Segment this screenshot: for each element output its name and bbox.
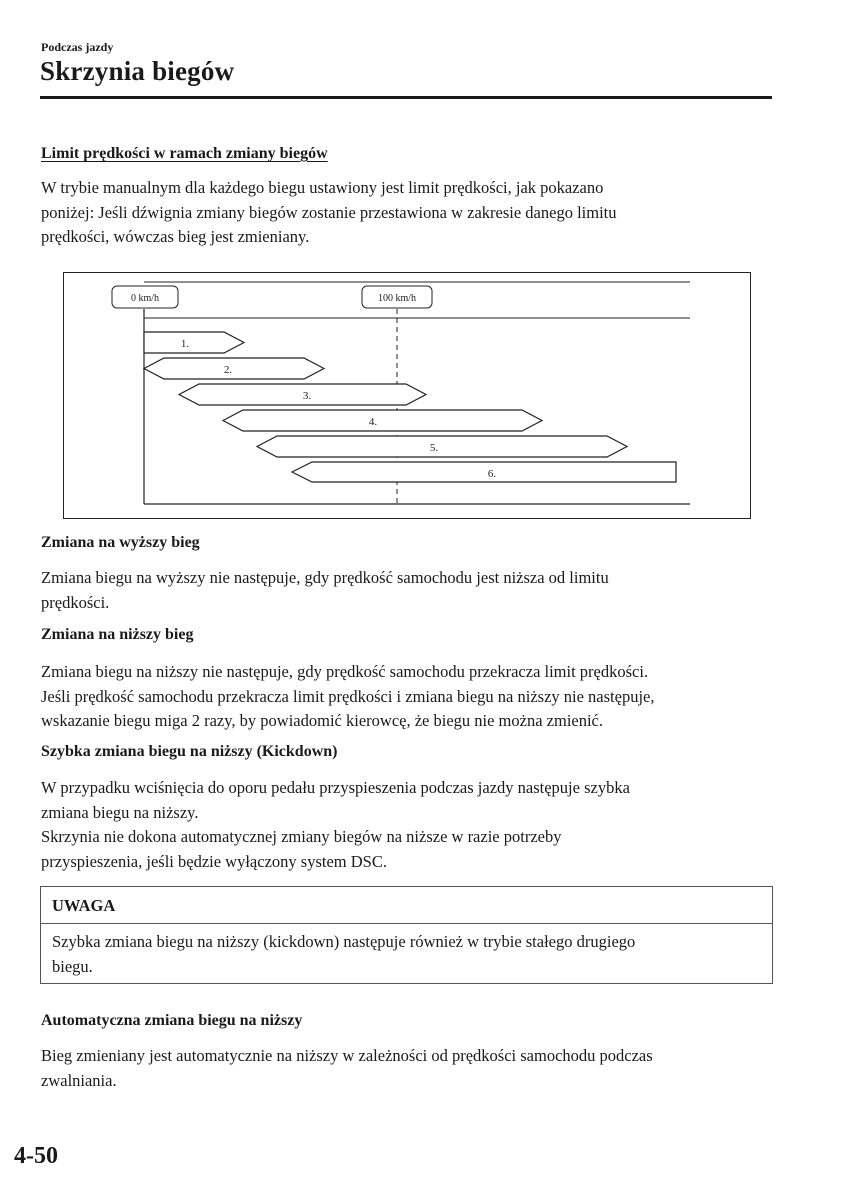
gear-6-range <box>292 462 676 482</box>
note-text <box>41 924 772 979</box>
text-line: przyspieszenia, jeśli będzie wyłączony system DSC. <box>41 851 387 871</box>
limit-heading: Limit prędkości w ramach zmiany biegów <box>41 145 328 162</box>
note-heading: UWAGA <box>41 887 772 924</box>
gear-2-range <box>144 358 324 379</box>
downshift-paragraph <box>41 660 776 734</box>
kickdown-heading: Szybka zmiana biegu na niższy (Kickdown) <box>41 743 338 760</box>
gear-4-label: 4. <box>368 416 378 428</box>
gear-3-label: 3. <box>302 390 312 402</box>
limit-paragraph <box>41 176 776 250</box>
gear-5-label: 5. <box>429 442 439 454</box>
title-divider <box>40 96 772 99</box>
gear-1-range <box>144 332 244 353</box>
text-line: Skrzynia nie dokona automatycznej zmiany biegów na niższe w razie potrzeby <box>41 827 562 846</box>
gear-speed-limit-diagram <box>63 272 751 519</box>
text-line: Szybka zmiana biegu na niższy (kickdown) następuje również w trybie stałego drugiego <box>52 932 636 951</box>
upshift-heading: Zmiana na wyższy bieg <box>41 534 200 551</box>
gear-4-range <box>223 410 542 431</box>
auto-downshift-paragraph <box>41 1044 776 1093</box>
upshift-paragraph <box>41 566 776 615</box>
note-box <box>40 886 773 984</box>
text-line: prędkości. <box>41 592 110 612</box>
text-line: Jeśli prędkość samochodu przekracza limit prędkości i zmiana biegu na niższy nie następuje, <box>41 686 655 706</box>
auto-downshift-heading: Automatyczna zmiana biegu na niższy <box>41 1012 303 1029</box>
text-line: W trybie manualnym dla każdego biegu ustawiony jest limit prędkości, jak pokazano <box>41 178 604 197</box>
gear-1-label: 1. <box>180 338 190 350</box>
text-line: Zmiana biegu na wyższy nie następuje, gdy prędkość samochodu jest niższa od limitu <box>41 568 609 587</box>
text-line: W przypadku wciśnięcia do oporu pedału przyspieszenia podczas jazdy następuje szybka <box>41 778 630 797</box>
gear-5-range <box>257 436 627 457</box>
text-line: Bieg zmieniany jest automatycznie na niższy w zależności od prędkości samochodu podczas <box>41 1046 653 1065</box>
kickdown-paragraph <box>41 776 776 874</box>
section-label: Podczas jazdy <box>41 40 114 54</box>
text-line: wskazanie biegu miga 2 razy, by powiadomić kierowcę, że biegu nie można zmienić. <box>41 711 604 730</box>
text-line: Zmiana biegu na niższy nie następuje, gdy prędkość samochodu przekracza limit prędkości. <box>41 662 649 681</box>
speed-marker-100: 100 km/h <box>377 293 417 304</box>
page-title: Skrzynia biegów <box>40 56 235 86</box>
gear-2-label: 2. <box>223 364 233 376</box>
gear-6-label: 6. <box>487 468 497 480</box>
text-line: poniżej: Jeśli dźwignia zmiany biegów zostanie przestawiona w zakresie danego limitu <box>41 202 617 222</box>
text-line: zwalniania. <box>41 1070 117 1090</box>
text-line: biegu. <box>52 956 93 976</box>
speed-marker-0: 0 km/h <box>130 293 160 304</box>
downshift-heading: Zmiana na niższy bieg <box>41 626 194 643</box>
text-line: prędkości, wówczas bieg jest zmieniany. <box>41 227 310 246</box>
page-number: 4-50 <box>14 1143 58 1169</box>
text-line: zmiana biegu na niższy. <box>41 802 199 822</box>
